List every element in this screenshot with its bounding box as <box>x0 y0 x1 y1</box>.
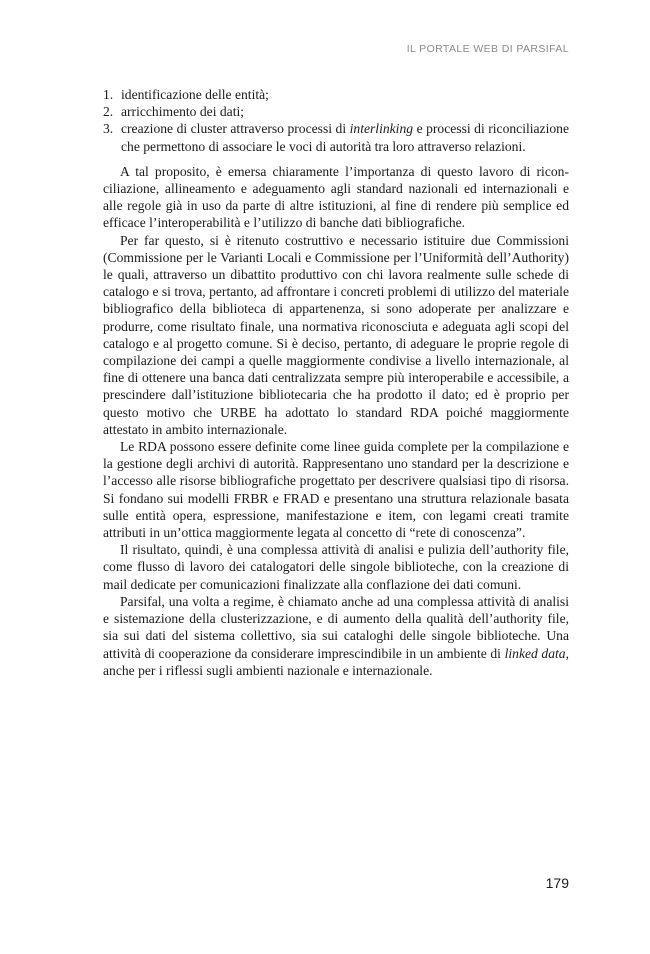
list-item-text-end: e processi di riconciliazione che permettono di associare le voci di autorità tra loro attraverso relazioni. <box>121 121 569 154</box>
list-item-text: arricchimento dei dati; <box>121 104 245 120</box>
list-item <box>103 103 569 120</box>
list-item-number: 1. <box>103 87 114 102</box>
paragraph-parsifal-end: , anche per i riflessi sugli ambienti nazionale e internazionale. <box>103 645 570 678</box>
page-content <box>103 86 569 679</box>
running-header: IL PORTALE WEB DI PARSIFAL <box>406 43 569 55</box>
emphasis-linked-data: linked data <box>504 645 566 661</box>
paragraph-commissioni: Per far questo, si è ritenuto costruttivo e necessario istituire due Commissioni (Commissione per le Varianti Locali e Commissione per l’Uniformità dell’Authority) le quali, attraverso un dibattito produttivo con chi lavora realmente sulle schede di catalogo e si trova, pertanto, ad affrontare i concreti problemi di utilizzo del materiale bibliografico della biblioteca di appartenenza, si sono adoperate per analizzare e produrre, come risultato finale, una normativa riconosciuta e adeguata agli scopi del catalogo e al progetto comune. Si è deciso, pertanto, di adeguare le proprie regole di compilazione dei campi a quelle maggiormente condivise a livello internazionale, al fine di ottenere una banca dati centralizzata sempre più interoperabile e accessibile, a prescindere dall’istituzione bibliotecaria che ha prodotto il dato; ed è proprio per questo motivo che URBE ha adottato lo standard RDA poiché maggiormente attestato in ambito internazionale. <box>103 232 569 437</box>
paragraph-riconciliazione: A tal proposito, è emersa chiaramente l’importanza di questo lavoro di riconciliazione, allineamento e adeguamento agli standard nazionali ed internazionali e alle regole già in uso da parte di altre istituzioni, al fine di rendere più semplice ed efficace l’interoperabilità e l’utilizzo di banche dati bibliografiche. <box>103 163 569 231</box>
list-item-text-start: creazione di cluster attraverso processi di <box>121 121 350 137</box>
list-item-text: identificazione delle entità; <box>121 87 269 102</box>
list-item <box>103 86 569 103</box>
paragraph-risultato: Il risultato, quindi, è una complessa attività di analisi e pulizia dell’authority file, come flusso di lavoro dei catalogatori delle singole biblioteche, con la creazione di mail dedicate per comunicazioni finalizzate alla conflazione dei dati comuni. <box>103 542 569 592</box>
paragraph-parsifal <box>103 593 569 679</box>
body-text <box>103 163 569 679</box>
list-item <box>103 120 569 154</box>
paragraph-parsifal-start: Parsifal, una volta a regime, è chiamato anche ad una complessa attività di analisi e sistemazione della clusterizzazione, e di aumento della qualità dell’authority file, sia sui dati del sistema collettivo, sia sui cataloghi delle singole biblioteche. Una attività di cooperazione da considerare imprescindibile in un ambiente di <box>103 593 569 661</box>
list-item-number: 2. <box>103 104 114 120</box>
paragraph-rda: Le RDA possono essere definite come linee guida complete per la compilazione e la gestione degli archivi di autorità. Rappresentano uno standard per la descrizione e l’accesso alle risorse bibliografiche progettato per descrivere qualsiasi tipo di risorsa. Si fondano sui modelli FRBR e FRAD e presentano una struttura relazionale basata sulle entità opera, espressione, manifestazione e item, con legami creati tramite attributi in un’ottica maggiormente legata al concetto di “rete di conoscenza”. <box>103 439 569 541</box>
list-item-number: 3. <box>103 121 114 137</box>
page-number: 179 <box>545 875 569 891</box>
emphasis-interlinking: interlinking <box>349 121 414 137</box>
list-item-text <box>121 120 569 154</box>
numbered-list <box>103 86 569 155</box>
